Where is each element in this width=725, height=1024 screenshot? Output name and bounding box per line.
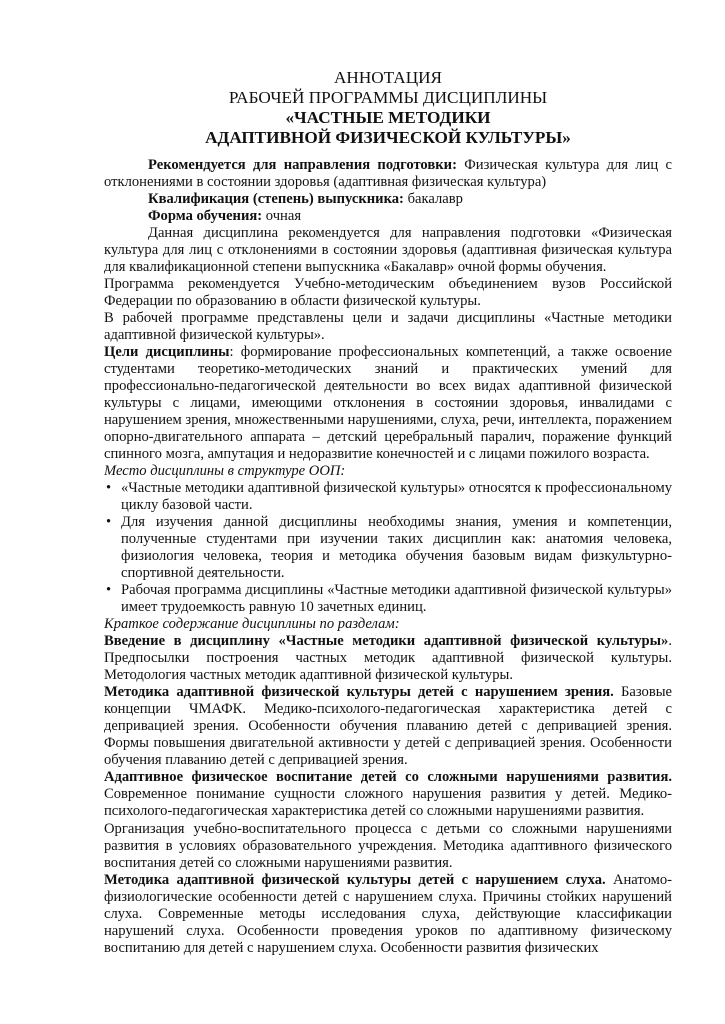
intro-paragraph-1: Данная дисциплина рекомендуется для направления подготовки «Физическая культура для лиц с отклонениями в состоянии здоровья (адаптивная физическая культура для квалификационной степени выпускника «Бакалавр» очной формы обучения. [104, 225, 672, 275]
section-1-text: . Предпосылки построения частных методик адаптивной физической культуры. Методология частных методик адаптивной физической культуры. [104, 633, 672, 683]
intro-paragraph-3: В рабочей программе представлены цели и задачи дисциплины «Частные методики адаптивной физической культуры». [104, 310, 672, 343]
section-4 [104, 872, 672, 957]
title-discipline-2: АДАПТИВНОЙ ФИЗИЧЕСКОЙ КУЛЬТУРЫ» [205, 128, 571, 147]
section-3-paragraph-2: Организация учебно-воспитательного процесса с детьми со сложными нарушениями развития в условиях образовательного учреждения. Методика адаптивного физического воспитания детей со сложными нарушениями развития. [104, 821, 672, 871]
goals-paragraph [104, 344, 672, 463]
form-paragraph [104, 208, 672, 225]
section-4-text: Анатомо-физиологические особенности детей с нарушением слуха. Причины стойких нарушений слуха. Современные методы исследования слуха, действующие классификации нарушений слуха. Особенности проведения уроков по адаптивному физическому воспитанию для детей с нарушением слуха. Особенности развития физических [104, 872, 672, 956]
document-body [104, 157, 672, 957]
place-bullet-3: • Рабочая программа дисциплины «Частные методики адаптивной физической культуры» имеет трудоемкость равную 10 зачетных единиц. [121, 582, 672, 616]
section-4-title: Методика адаптивной физической культуры детей с нарушением слуха. [104, 872, 606, 888]
qualification-label: Квалификация (степень) выпускника: [148, 191, 404, 207]
section-1-title: Введение в дисциплину «Частные методики адаптивной физической культуры» [104, 633, 669, 649]
section-3 [104, 769, 672, 820]
section-3-text: Современное понимание сущности сложного нарушения развития у детей. Медико-психолого-педагогическая характеристика детей со сложными нарушениями развития. [104, 786, 672, 819]
goals-label: Цели дисциплины [104, 344, 230, 360]
section-3-title: Адаптивное физическое воспитание детей со сложными нарушениями развития. [104, 769, 672, 785]
title-annotation: АННОТАЦИЯ [334, 68, 442, 87]
direction-value: Физическая культура для лиц с отклонениями в состоянии здоровья (адаптивная физическая культура) [104, 157, 672, 190]
place-bullet-1: • «Частные методики адаптивной физической культуры» относятся к профессиональному циклу базовой части. [121, 480, 672, 514]
intro-paragraph-2: Программа рекомендуется Учебно-методическим объединением вузов Российской Федерации по образованию в области физической культуры. [104, 276, 672, 309]
place-list [104, 480, 672, 616]
form-value: очная [262, 208, 302, 224]
section-1 [104, 633, 672, 684]
section-2 [104, 684, 672, 769]
place-heading: Место дисциплины в структуре ООП: [104, 463, 346, 479]
title-discipline-1: «ЧАСТНЫЕ МЕТОДИКИ [285, 108, 491, 127]
section-2-text: Базовые концепции ЧМАФК. Медико-психолого-педагогическая характеристика детей с депривацией зрения. Особенности обучения плаванию детей с депривацией зрения. Формы повышения двигательной активности у детей с депривацией зрения. Особенности обучения плаванию детей с депривацией зрения. [104, 684, 672, 768]
direction-label: Рекомендуется для направления подготовки: [148, 157, 457, 173]
goals-text: : формирование профессиональных компетенций, а также освоение студентами теоретико-методических знаний и практических умений для профессионально-педагогической деятельности во всех видах адаптивной физической культуры с лицами, имеющими отклонения в состоянии здоровья, инвалидами с нарушением зрения, множественными нарушениями, слуха, речи, интеллекта, поражением опорно-двигательного аппарата – детский церебральный паралич, поражение функций спинного мозга, ампутация и недоразвитие конечностей и с лицами пожилого возраста. [104, 344, 672, 462]
document-content [104, 0, 672, 957]
form-label: Форма обучения: [148, 208, 263, 224]
qualification-value: бакалавр [403, 191, 463, 207]
summary-heading: Краткое содержание дисциплины по разделам: [104, 616, 400, 632]
title-program: РАБОЧЕЙ ПРОГРАММЫ ДИСЦИПЛИНЫ [228, 88, 548, 107]
qualification-paragraph [104, 191, 672, 208]
direction-paragraph [104, 157, 672, 191]
section-2-title: Методика адаптивной физической культуры детей с нарушением зрения. [104, 684, 614, 700]
place-bullet-2: • Для изучения данной дисциплины необходимы знания, умения и компетенции, полученные студентами при изучении таких дисциплин как: анатомия человека, физиология человека, теория и методика обучения базовым видам физкультурно-спортивной деятельности. [121, 514, 672, 582]
